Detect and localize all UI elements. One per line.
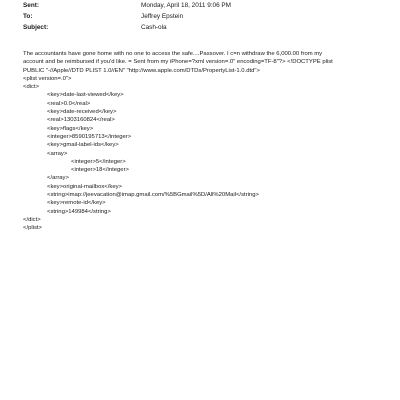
xml-line: <string>149984</string> [47,208,111,215]
subject-row [23,22,393,33]
email-header [23,0,393,33]
xml-line: </array> [47,175,69,182]
to-label: To: [23,13,33,20]
email-body [23,50,388,233]
xml-line: <real>0.0</real> [47,100,91,107]
message-line: PUBLIC "-//Apple//DTD PLIST 1.0//EN" "http://www.apple.com/DTDs/PropertyList-1.0.dtd"> [23,67,260,74]
sent-value: Monday, April 18, 2011 9:06 PM [141,2,231,9]
xml-line: <integer>18</integer> [71,167,129,174]
sent-label: Sent: [23,2,39,9]
message-line: The accountants have gone home with no one to access the safe....Passover. I c=n withdraw the 6,000.00 from my [23,51,323,57]
message-line: account and be reimbursed if you'd like. = Sent from my iPhone=?xml version=.0" encoding=TF-8"?> <!DOCTYPE plist [23,59,333,66]
xml-line: <integer>8590195713</integer> [47,133,132,140]
xml-line: <real>1303160824</real> [47,117,115,124]
dict-open-tag: <dict> [23,84,40,91]
subject-value: Cash-ola [141,24,167,31]
xml-line: <string>imap://jeevacation@imap.gmail.com/%5BGmail%5D/All%20Mail</string> [47,192,259,199]
to-row [23,11,393,22]
xml-line: <key>flags</key> [47,125,94,132]
plist-open-tag: <plist version=.0"> [23,75,72,82]
xml-line: <key>date-received</key> [47,109,117,116]
xml-line: <integer>5</integer> [71,158,126,165]
xml-line: <array> [47,150,68,157]
xml-line: <key>remote-id</key> [47,200,106,207]
plist-close-tag: </plist> [23,225,42,232]
xml-line: <key>date-last-viewed</key> [47,92,124,99]
subject-label: Subject: [23,24,49,31]
sent-row [23,0,393,11]
to-value: Jeffrey Epstein [141,13,184,20]
xml-line: <key>original-mailbox</key> [47,183,122,190]
dict-close-tag: </dict> [23,216,41,223]
xml-line: <key>gmail-label-ids</key> [47,142,119,149]
